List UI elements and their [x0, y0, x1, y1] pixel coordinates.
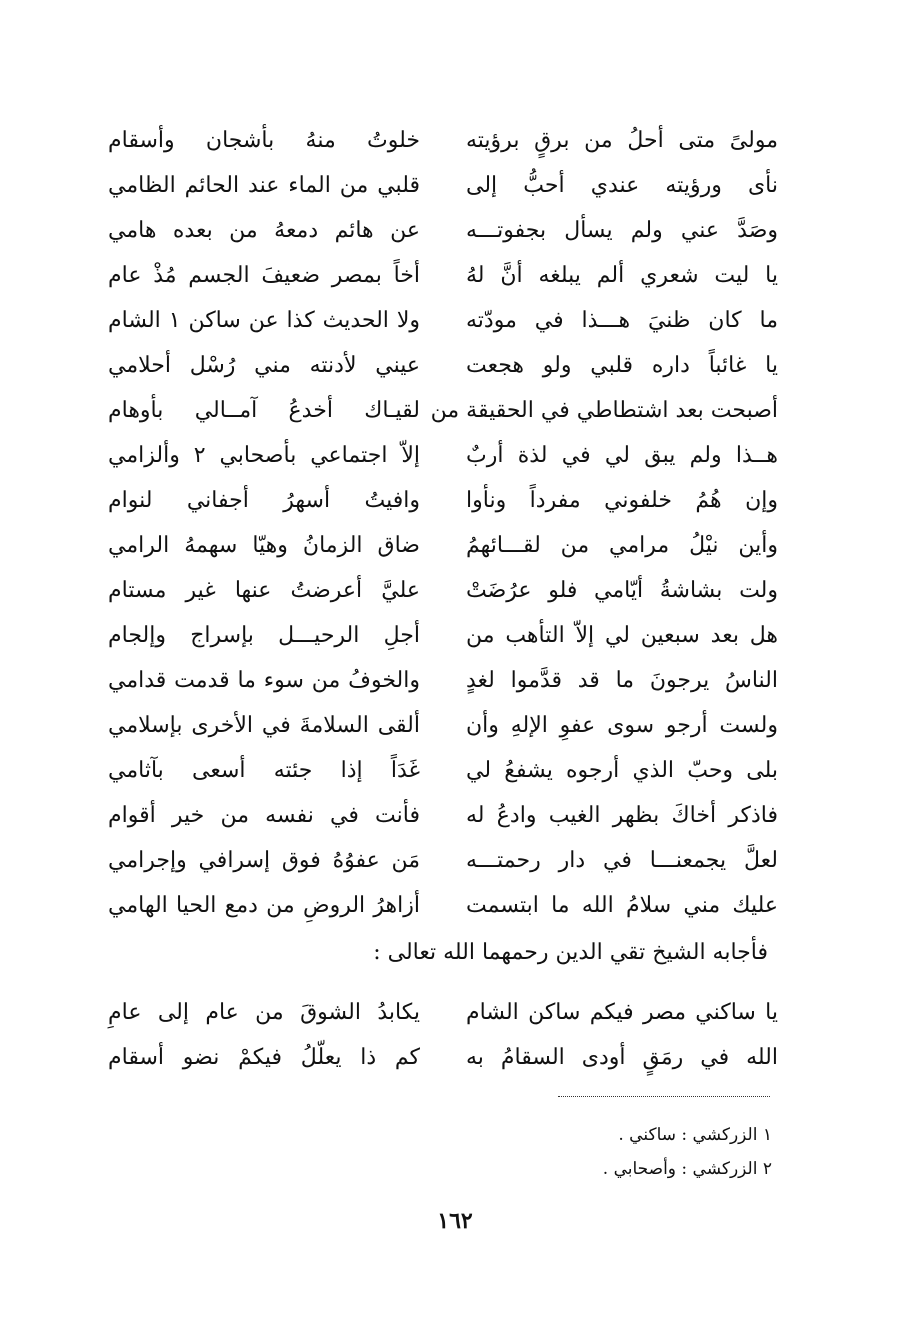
first-hemistich: أصبحت بعد اشتطاطي في الحقيقة من	[430, 398, 778, 423]
second-hemistich: فأنت في نفسه من خير أقوام	[108, 803, 420, 828]
first-hemistich: يا غائباً داره قلبي ولو هجعت	[466, 353, 778, 378]
first-hemistich: مولىً متى أحلُ من برقٍ برؤيته	[466, 128, 778, 153]
second-hemistich: أخاً بمصر ضعيفَ الجسم مُذْ عام	[108, 263, 420, 288]
verse-row	[108, 478, 778, 523]
verse-row	[108, 388, 778, 433]
verse-row	[108, 208, 778, 253]
first-hemistich: وصَدَّ عني ولم يسأل بجفوتـــه	[466, 218, 778, 243]
second-hemistich: غَدَاً إذا جئته أسعى بآثامي	[108, 758, 420, 783]
first-hemistich: ولست أرجو سوى عفوِ الإلهِ وأن	[466, 713, 778, 738]
footnotes	[420, 1118, 772, 1186]
footnote: ١ الزركشي : ساكني .	[618, 1125, 772, 1145]
first-hemistich: وأين نيْلُ مرامي من لقـــائهمُ	[466, 533, 778, 558]
verse-row	[108, 883, 778, 928]
second-hemistich: عيني لأدنته مني رُسْل أحلامي	[108, 353, 420, 378]
verse-row	[108, 613, 778, 658]
page-number: ١٦٢	[437, 1208, 473, 1234]
second-hemistich: ولا الحديث كذا عن ساكن ١ الشام	[108, 308, 420, 333]
verse-row	[108, 838, 778, 883]
second-hemistich: يكابدُ الشوقَ من عام إلى عامِ	[108, 1000, 420, 1025]
verse-row	[108, 990, 778, 1035]
verse-row	[108, 298, 778, 343]
first-hemistich: وإن هُمُ خلفوني مفرداً ونأوا	[466, 488, 778, 513]
second-hemistich: خلوتُ منهُ بأشجان وأسقام	[108, 128, 420, 153]
verse-row	[108, 343, 778, 388]
verse-row	[108, 748, 778, 793]
first-hemistich: الله في رمَقٍ أودى السقامُ به	[466, 1045, 778, 1070]
first-hemistich: هل بعد سبعين لي إلاّ التأهب من	[466, 623, 778, 648]
second-hemistich: عن هائم دمعهُ من بعده هامي	[108, 218, 420, 243]
second-hemistich: إلاّ اجتماعي بأصحابي ٢ وألزامي	[108, 443, 420, 468]
second-hemistich: أزاهرُ الروضِ من دمع الحيا الهامي	[108, 893, 420, 918]
first-hemistich: هــذا ولم يبق لي في لذة أربٌ	[466, 443, 778, 468]
footnote-divider	[558, 1096, 770, 1097]
second-hemistich: لقيـاك أخدعُ آمــالي بأوهام	[108, 398, 420, 423]
verse-row	[108, 1035, 778, 1080]
poem-verses	[108, 118, 778, 928]
second-hemistich: عليَّ أعرضتُ عنها غير مستام	[108, 578, 420, 603]
first-hemistich: يا ساكني مصر فيكم ساكن الشام	[466, 1000, 778, 1025]
second-hemistich: مَن عفوُهُ فوق إسرافي وإجرامي	[108, 848, 420, 873]
first-hemistich: نأى ورؤيته عندي أحبُّ إلى	[466, 173, 778, 198]
first-hemistich: فاذكر أخاكَ بظهر الغيب وادعُ له	[466, 803, 778, 828]
verse-row	[108, 163, 778, 208]
reply-introduction: فأجابه الشيخ تقي الدين رحمهما الله تعالى :	[373, 940, 768, 965]
verse-row	[108, 793, 778, 838]
reply-verses	[108, 990, 778, 1080]
verse-row	[108, 568, 778, 613]
second-hemistich: ضاق الزمانُ وهيّا سهمهُ الرامي	[108, 533, 420, 558]
first-hemistich: عليك مني سلامُ الله ما ابتسمت	[466, 893, 778, 918]
second-hemistich: ألقى السلامةَ في الأخرى بإسلامي	[108, 713, 420, 738]
verse-row	[108, 433, 778, 478]
first-hemistich: ما كان ظنيَ هـــذا في مودّته	[466, 308, 778, 333]
verse-row	[108, 118, 778, 163]
first-hemistich: لعلَّ يجمعنـــا في دار رحمتـــه	[466, 848, 778, 873]
verse-row	[108, 703, 778, 748]
verse-row	[108, 253, 778, 298]
verse-row	[108, 523, 778, 568]
first-hemistich: بلى وحبّ الذي أرجوه يشفعُ لي	[466, 758, 778, 783]
second-hemistich: قلبي من الماء عند الحائم الظامي	[108, 173, 420, 198]
first-hemistich: يا ليت شعري ألم يبلغه أنَّ لهُ	[466, 263, 778, 288]
first-hemistich: ولت بشاشةُ أيّامي فلو عرُضَتْ	[466, 578, 778, 603]
footnote: ٢ الزركشي : وأصحابي .	[602, 1159, 772, 1179]
second-hemistich: وافيتُ أسهرُ أجفاني لنوام	[108, 488, 420, 513]
second-hemistich: والخوفُ من سوء ما قدمت قدامي	[108, 668, 420, 693]
verse-row	[108, 658, 778, 703]
second-hemistich: كم ذا يعلّلُ فيكمْ نضو أسقام	[108, 1045, 420, 1070]
second-hemistich: أجلِ الرحيـــل بإسراج وإلجام	[108, 623, 420, 648]
first-hemistich: الناسُ يرجونَ ما قد قدَّموا لغدٍ	[466, 668, 778, 693]
